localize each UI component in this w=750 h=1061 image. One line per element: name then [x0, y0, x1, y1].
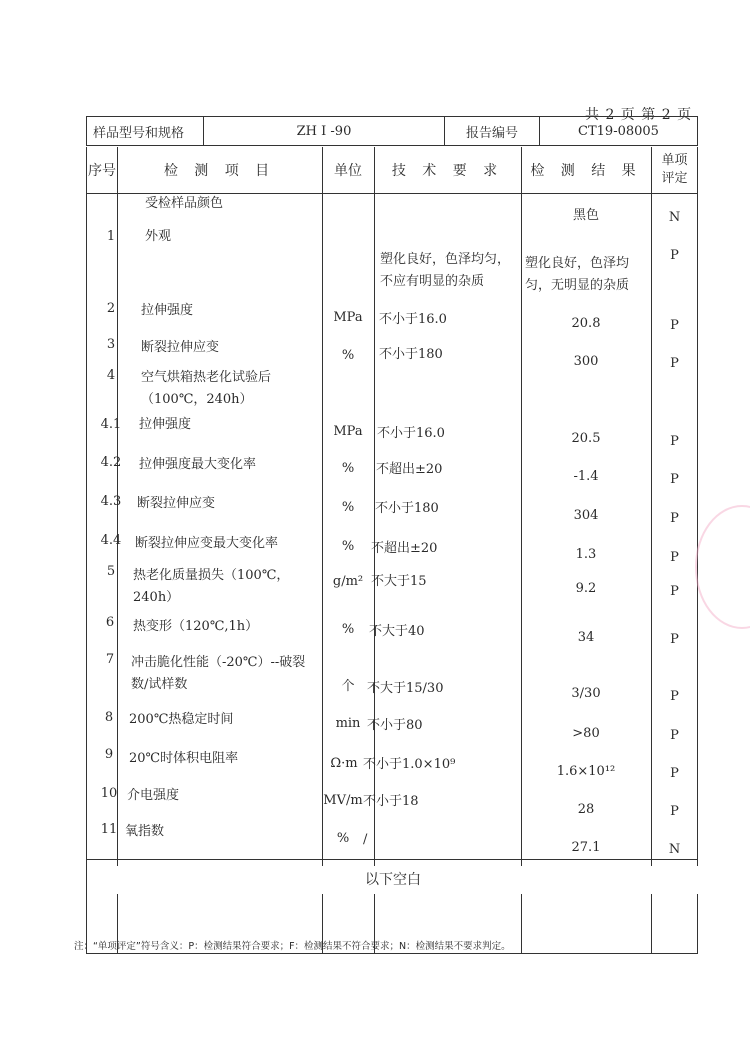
row-seq: 9 — [104, 747, 114, 762]
row-result: 300 — [573, 354, 599, 369]
row-requirement: 不小于1.0×10⁹ — [363, 757, 456, 772]
row-item: 拉伸强度 — [139, 417, 192, 432]
row-seq: 2 — [106, 301, 116, 316]
row-judgement: P — [670, 550, 679, 565]
row-item: 空气烘箱热老化试验后（100℃，240h） — [141, 370, 272, 407]
header-table — [86, 116, 698, 146]
row-item: 冲击脆化性能（-20℃）--破裂数/试样数 — [131, 655, 306, 692]
row-item: 氧指数 — [125, 824, 165, 839]
row-result: 304 — [573, 508, 599, 523]
row-requirement: 不大于15/30 — [367, 681, 444, 696]
row-seq: 6 — [105, 615, 115, 630]
row-result: 20.8 — [571, 316, 601, 331]
row-seq: 3 — [106, 337, 116, 352]
row-judgement: P — [670, 632, 679, 647]
row-seq: 5 — [106, 564, 116, 579]
row-result: 27.1 — [571, 840, 601, 855]
column-header-row — [87, 147, 697, 194]
row-judgement: P — [670, 318, 679, 333]
row-seq: 4.3 — [100, 494, 122, 509]
row-unit: % — [341, 622, 355, 637]
row-requirement: 不超出±20 — [376, 462, 443, 477]
row-result: 34 — [577, 630, 595, 645]
row-result: 1.6×10¹² — [556, 764, 616, 779]
col-unit: 单位 — [334, 163, 362, 179]
row-result: 黑色 — [572, 208, 599, 223]
model-value: ZH I -90 — [204, 117, 445, 146]
row-unit: % — [336, 831, 350, 846]
row-result: 28 — [577, 802, 595, 817]
row-judgement: P — [670, 766, 679, 781]
row-item: 热变形（120℃,1h） — [133, 619, 259, 634]
row-item: 断裂拉伸应变 — [141, 340, 220, 355]
row-judgement: P — [670, 434, 679, 449]
row-result: 3/30 — [571, 686, 601, 701]
row-requirement: 不大于40 — [369, 624, 425, 639]
row-requirement: / — [363, 832, 368, 847]
row-unit: MV/m — [323, 793, 363, 808]
row-item: 受检样品颜色 — [145, 196, 224, 211]
row-unit: min — [335, 716, 361, 731]
row-judgement: N — [668, 210, 681, 225]
row-result: >80 — [572, 726, 600, 741]
col-seq: 序号 — [88, 163, 116, 179]
row-judgement: P — [670, 472, 679, 487]
row-item: 拉伸强度最大变化率 — [139, 457, 257, 472]
row-requirement: 不小于16.0 — [377, 426, 445, 441]
row-item: 断裂拉伸应变最大变化率 — [135, 536, 279, 551]
col-requirement: 技 术 要 求 — [391, 163, 504, 179]
row-requirement: 不大于15 — [371, 574, 427, 589]
row-item: 20℃时体积电阻率 — [129, 751, 239, 766]
row-judgement: P — [670, 689, 679, 704]
row-unit: Ω·m — [330, 756, 358, 771]
row-judgement: P — [670, 356, 679, 371]
row-requirement: 不超出±20 — [371, 541, 438, 556]
row-requirement: 不小于16.0 — [379, 312, 447, 327]
row-result: 20.5 — [571, 431, 601, 446]
footnote: 注：“单项评定”符号含义：P：检测结果符合要求；F：检测结果不符合要求；N：检测结果不要求判定。 — [74, 941, 511, 952]
row-seq: 11 — [100, 822, 118, 837]
row-unit: % — [341, 461, 355, 476]
col-judgement: 单项评定 — [661, 153, 688, 186]
row-judgement: P — [670, 728, 679, 743]
blank-divider — [87, 859, 697, 860]
row-judgement: P — [670, 511, 679, 526]
row-item: 拉伸强度 — [141, 303, 194, 318]
blank-note: 以下空白 — [87, 866, 699, 894]
row-unit: % — [341, 500, 355, 515]
row-result: -1.4 — [573, 469, 599, 484]
row-unit: g/m² — [332, 574, 364, 589]
row-seq: 1 — [106, 229, 116, 244]
row-seq: 4.4 — [100, 533, 122, 548]
row-unit: % — [341, 539, 355, 554]
row-seq: 8 — [104, 710, 114, 725]
report-label: 报告编号 — [445, 117, 540, 146]
model-label: 样品型号和规格 — [87, 117, 204, 146]
row-item: 200℃热稳定时间 — [129, 712, 234, 727]
row-requirement: 不小于180 — [379, 347, 443, 362]
row-requirement: 不小于80 — [367, 718, 423, 733]
row-judgement: P — [670, 248, 679, 263]
row-judgement: P — [670, 804, 679, 819]
row-seq: 4.1 — [100, 417, 122, 432]
row-result: 9.2 — [575, 581, 597, 596]
row-result: 塑化良好，色泽均匀，无明显的杂质 — [525, 256, 630, 293]
row-seq: 4 — [106, 368, 116, 383]
row-result: 1.3 — [575, 547, 597, 562]
page-count: 共 2 页 第 2 页 — [585, 107, 693, 123]
row-seq: 4.2 — [100, 455, 122, 470]
row-item: 热老化质量损失（100℃，240h） — [133, 568, 290, 605]
row-requirement: 不小于180 — [375, 501, 439, 516]
row-judgement: P — [670, 584, 679, 599]
row-seq: 7 — [105, 652, 115, 667]
row-requirement: 塑化良好，色泽均匀，不应有明显的杂质 — [380, 252, 511, 289]
row-requirement: 不小于18 — [363, 794, 419, 809]
col-result: 检 测 结 果 — [530, 163, 642, 179]
row-item: 介电强度 — [127, 788, 180, 803]
row-judgement: N — [668, 842, 681, 857]
row-unit: MPa — [333, 424, 363, 439]
row-item: 外观 — [145, 229, 172, 244]
row-unit: % — [341, 348, 355, 363]
row-unit: MPa — [333, 310, 363, 325]
report-value: CT19-08005 — [540, 117, 698, 146]
row-seq: 10 — [100, 786, 118, 801]
result-table — [86, 147, 698, 954]
row-item: 断裂拉伸应变 — [137, 496, 216, 511]
col-item: 检 测 项 目 — [163, 163, 276, 179]
seal-stamp — [695, 505, 750, 629]
row-unit: 个 — [341, 679, 355, 694]
